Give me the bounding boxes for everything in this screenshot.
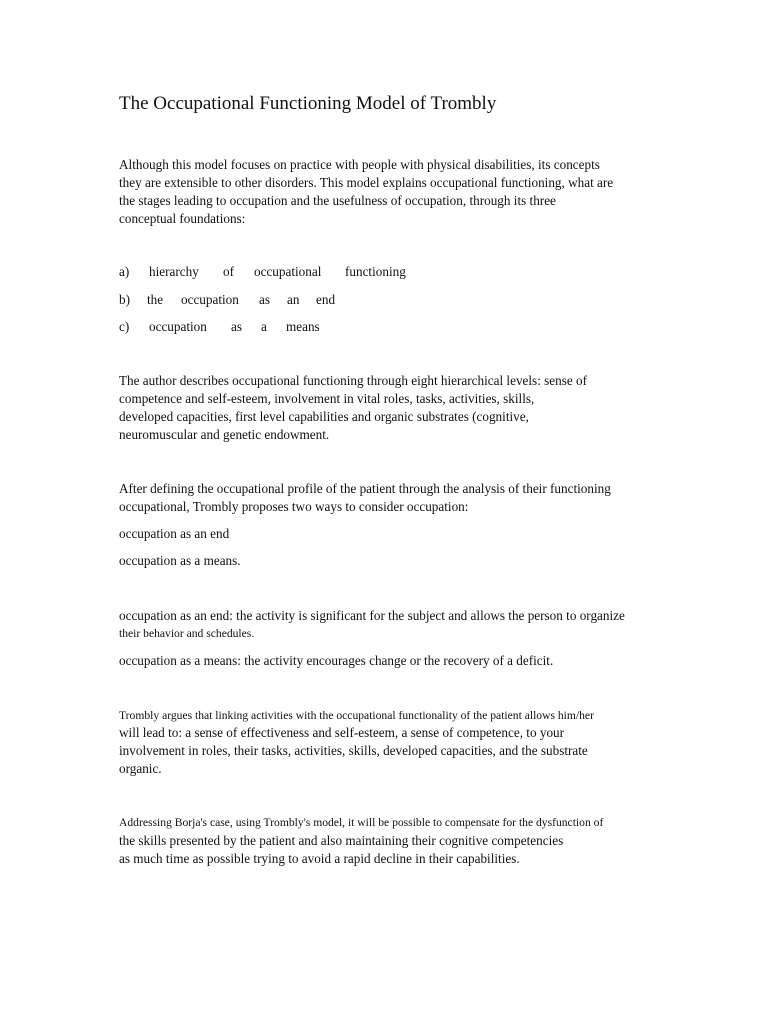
argument-line: involvement in roles, their tasks, activities, skills, developed capacities, and the substrate [119, 743, 588, 758]
levels-line: The author describes occupational functioning through eight hierarchical levels: sense of [119, 373, 587, 388]
list-word: occupation [149, 319, 207, 334]
foundation-item-c [119, 318, 320, 336]
list-word: an [287, 292, 300, 307]
way-item: occupation as a means. [119, 553, 241, 568]
list-marker: b) [119, 292, 130, 307]
list-word: a [261, 319, 267, 334]
list-marker: c) [119, 319, 130, 334]
profile-line: occupational, Trombly proposes two ways to consider occupation: [119, 499, 469, 514]
list-marker: a) [119, 264, 130, 279]
case-line: Addressing Borja's case, using Trombly's model, it will be possible to compensate for the dysfunction of [119, 816, 604, 829]
means-definition: occupation as a means: the activity encourages change or the recovery of a deficit. [119, 653, 554, 668]
way-item: occupation as an end [119, 526, 230, 541]
intro-line: conceptual foundations: [119, 211, 246, 226]
list-word: end [316, 292, 336, 307]
list-word: means [286, 319, 320, 334]
list-word: as [259, 292, 270, 307]
foundation-item-b [119, 291, 335, 309]
end-definition-continued: their behavior and schedules. [119, 627, 255, 640]
end-definition: occupation as an end: the activity is significant for the subject and allows the person to organize [119, 608, 625, 623]
levels-line: developed capacities, first level capabilities and organic substrates (cognitive, [119, 409, 529, 424]
list-word: as [231, 319, 242, 334]
case-line: as much time as possible trying to avoid a rapid decline in their capabilities. [119, 851, 520, 866]
list-word: occupational [254, 264, 322, 279]
argument-line: will lead to: a sense of effectiveness and self-esteem, a sense of competence, to your [119, 725, 565, 740]
intro-line: the stages leading to occupation and the usefulness of occupation, through its three [119, 193, 556, 208]
list-word: occupation [181, 292, 239, 307]
list-word: functioning [345, 264, 406, 279]
page-title: The Occupational Functioning Model of Trombly [119, 93, 497, 114]
intro-line: Although this model focuses on practice with people with physical disabilities, its concepts [119, 157, 600, 172]
case-line: the skills presented by the patient and also maintaining their cognitive competencies [119, 833, 564, 848]
argument-line: organic. [119, 761, 162, 776]
argument-line: Trombly argues that linking activities with the occupational functionality of the patient allows him/her [119, 709, 594, 722]
intro-line: they are extensible to other disorders. This model explains occupational functioning, what are [119, 175, 614, 190]
list-word: of [223, 264, 234, 279]
list-word: the [147, 292, 164, 307]
levels-line: competence and self-esteem, involvement in vital roles, tasks, activities, skills, [119, 391, 535, 406]
list-word: hierarchy [149, 264, 199, 279]
foundation-item-a [119, 263, 406, 281]
levels-line: neuromuscular and genetic endowment. [119, 427, 330, 442]
profile-line: After defining the occupational profile of the patient through the analysis of their functioning [119, 481, 611, 496]
